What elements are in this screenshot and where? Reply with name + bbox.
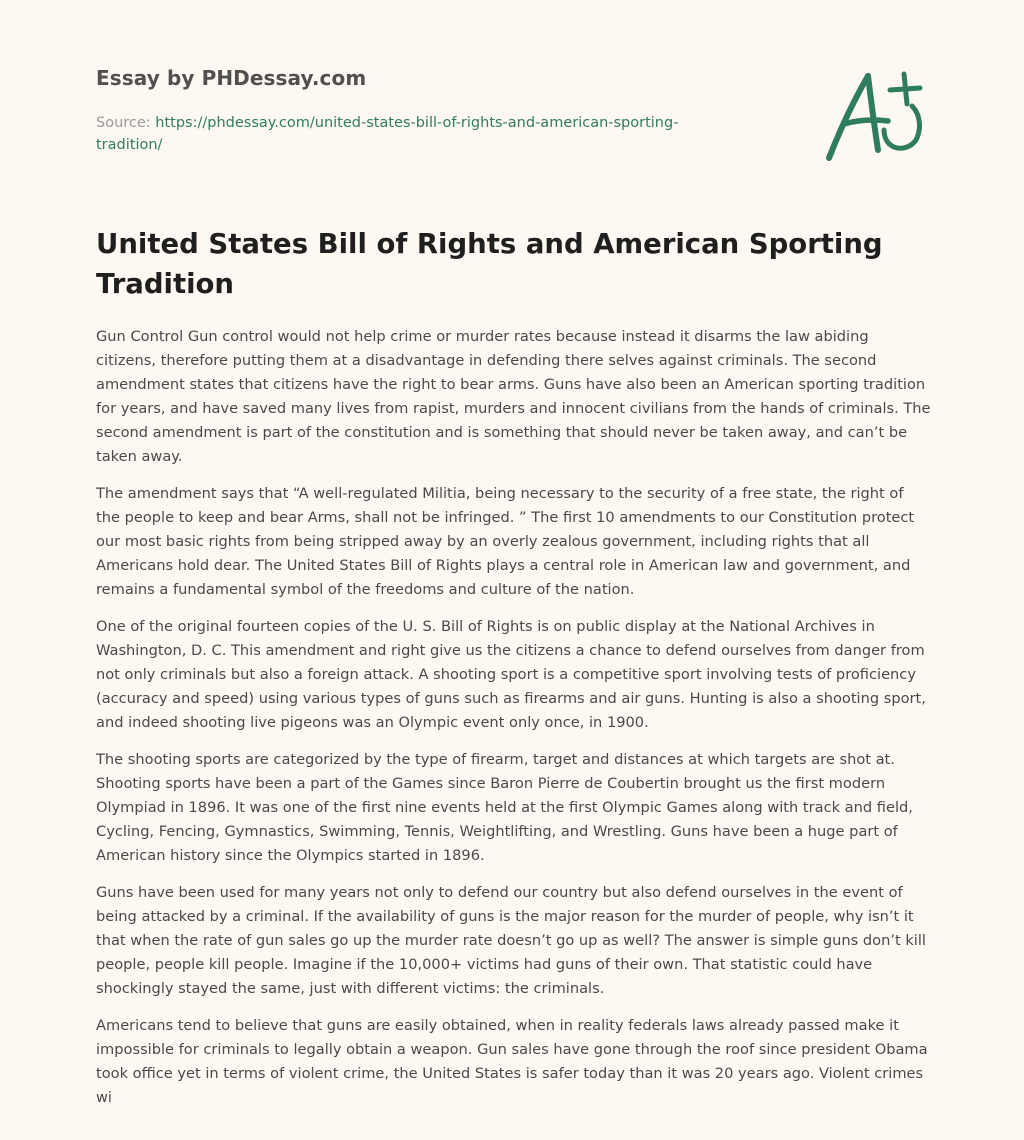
essay-title: United States Bill of Rights and American Sporting Tradition <box>96 228 883 300</box>
source-label: Source: <box>96 115 151 131</box>
essay-paragraph: Guns have been used for many years not only to defend our country but also defend ourselves in the event of being attacked by a criminal. If the availability of guns is the major reason for the murder of people, why isn’t it that when the rate of gun sales go up the murder rate doesn’t go up as well? The answer is simple guns don’t kill people, people kill people. Imagine if the 10,000+ victims had guns of their own. That statistic could have shockingly stayed the same, just with different victims: the criminals. <box>96 884 926 997</box>
essay-paragraph: Gun Control Gun control would not help crime or murder rates because instead it disarms the law abiding citizens, therefore putting them at a disadvantage in defending there selves against criminals. The second amendment states that citizens have the right to bear arms. Guns have also been an American sporting tradition for years, and have saved many lives from rapist, murders and innocent civilians from the hands of criminals. The second amendment is part of the constitution and is something that should never be taken away, and can’t be taken away. <box>96 328 931 465</box>
essay-paragraph: The shooting sports are categorized by the type of firearm, target and distances at which targets are shot at. Shooting sports have been a part of the Games since Baron Pierre de Coubertin brought us the first modern Olympiad in 1896. It was one of the first nine events held at the first Olympic Games along with track and field, Cycling, Fencing, Gymnastics, Swimming, Tennis, Weightlifting, and Wrestling. Guns have been a huge part of American history since the Olympics started in 1896. <box>96 751 913 864</box>
essay-paragraph: One of the original fourteen copies of the U. S. Bill of Rights is on public display at the National Archives in Washington, D. C. This amendment and right give us the citizens a chance to defend ourselves from danger from not only criminals but also a foreign attack. A shooting sport is a competitive sport involving tests of proficiency (accuracy and speed) using various types of guns such as firearms and air guns. Hunting is also a shooting sport, and indeed shooting live pigeons was an Olympic event only once, in 1900. <box>96 618 926 731</box>
essay-body <box>96 325 932 1123</box>
essay-paragraph: Americans tend to believe that guns are easily obtained, when in reality federals laws already passed make it impossible for criminals to legally obtain a weapon. Gun sales have gone through the roof since president Obama took office yet in terms of violent crime, the United States is safer today than it was 20 years ago. Violent crimes wi <box>96 1017 928 1106</box>
site-brand: Essay by PHDessay.com <box>96 66 367 90</box>
source-line <box>96 112 706 156</box>
source-link[interactable]: https://phdessay.com/united-states-bill-of-rights-and-american-sporting-tradition/ <box>96 115 679 153</box>
a-plus-grade-icon <box>824 70 924 162</box>
essay-paragraph: The amendment says that “A well-regulated Militia, being necessary to the security of a free state, the right of the people to keep and bear Arms, shall not be infringed. ” The first 10 amendments to our Constitution protect our most basic rights from being stripped away by an overly zealous government, including rights that all Americans hold dear. The United States Bill of Rights plays a central role in American law and government, and remains a fundamental symbol of the freedoms and culture of the nation. <box>96 485 915 598</box>
